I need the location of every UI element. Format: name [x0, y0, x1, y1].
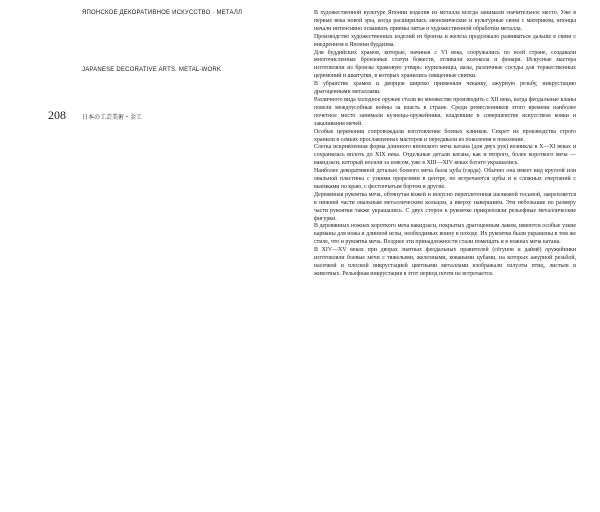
paragraph: Слегка искривленная форма длинного японского меча катана (для двух рук) возникла в X—XI веках и сохранялась вплоть до XIX века. Отдельные детали катана, как и второго, более короткого меча — вакидзаси, который носили за поясом, уже в XIII—XIV веках богато украшались. [314, 144, 576, 167]
paragraph: Деревянная рукоятка меча, обтянутая кожей и искусно переплетенная шелковой тесьмой, закрепляется в нижней части овальным металлическим кольцом, а вверху навершием. Эти небольшие по размеру части рукоятки также украшались. С двух сторон к рукоятке прикрепляли рельефные металлические фигурки. [314, 191, 576, 222]
paragraph: В XIV—XV веках при дворах знатных феодальных правителей (сёгунов и даймё) оружейники изготовляли боевые мечи с тяжелыми, железными, коваными цубами, на которых ажурной резьбой, насечкой и плоской инкрустацией цветными металлами изображали силуэты птиц, листьев и животных. Рельефная инкрустация в этот период почти не встречается. [314, 247, 576, 277]
paragraph: В убранстве храмов и дворцов широко применяли чеканку, ажурную резьбу, инкрустацию драгоценными металлами. [314, 81, 576, 96]
body-text-column [314, 10, 576, 279]
paragraph: Особые церемонии сопровождали изготовление боевых клинков. Секрет их производства строго хранили в семьях прославленных мастеров и передавали из поколения в поколение. [314, 128, 576, 143]
paragraph: В деревянных ножнах короткого меча вакидзаси, покрытых драгоценным лаком, имеются особые узкие карманы для ножа и длинной иглы, необходимых воину в походе. Их рукоятки были украшены в том же стиле, что и рукоятка меча. Позднее эти принадлежности стали помещать и в ножнах меча катана. [314, 223, 576, 246]
paragraph: Для буддийских храмов, которые, начиная с VI века, сооружались по всей стране, создавали многочисленные бронзовые статуи божеств, отливали колокола и фонари. Искусные мастера изготовляли из бронзы храмовую утварь: курильницы, вазы, различные сосуды для торжественных церемоний и шкатулки, в которых хранились священные свитки. [314, 49, 576, 80]
running-header-english: JAPANESE DECORATIVE ARTS. METAL-WORK [82, 67, 222, 73]
paragraph: В художественной культуре Японии изделия из металла всегда занимали значительное место. Уже в первые века новой эры, когда расширились экономические и культурные связи с материком, японцы начали интенсивно осваивать приемы литья и художественной обработки металла. [314, 10, 576, 32]
page-number: 208 [48, 108, 66, 122]
paragraph: Наиболее декоративной деталью боевого меча была цуба (гарда). Обычно она имеет вид круглой или овальной пластины с узкими прорезями в центре, но встречаются цубы и в сложных очертаний с выемками по краю, с фестончатым бортом и другие. [314, 168, 576, 190]
paragraph: Различного вида холодное оружие стали во множестве производить с XII века, когда феодальные кланы повели междоусобные войны за власть в стране. Среди ремесленников этого времени наиболее почетное место занимали кузнецы-оружейники, владевшие в совершенстве искусством ковки и закаливания мечей. [314, 96, 576, 127]
paragraph: Производство художественных изделий из бронзы и железа продолжало развиваться дальше в связи с внедрением в Японии буддизма. [314, 33, 576, 48]
running-header-japanese: 日本の工芸美術・金工 [82, 114, 143, 121]
running-header-russian: ЯПОНСКОЕ ДЕКОРАТИВНОЕ ИСКУССТВО · МЕТАЛЛ [82, 10, 243, 16]
